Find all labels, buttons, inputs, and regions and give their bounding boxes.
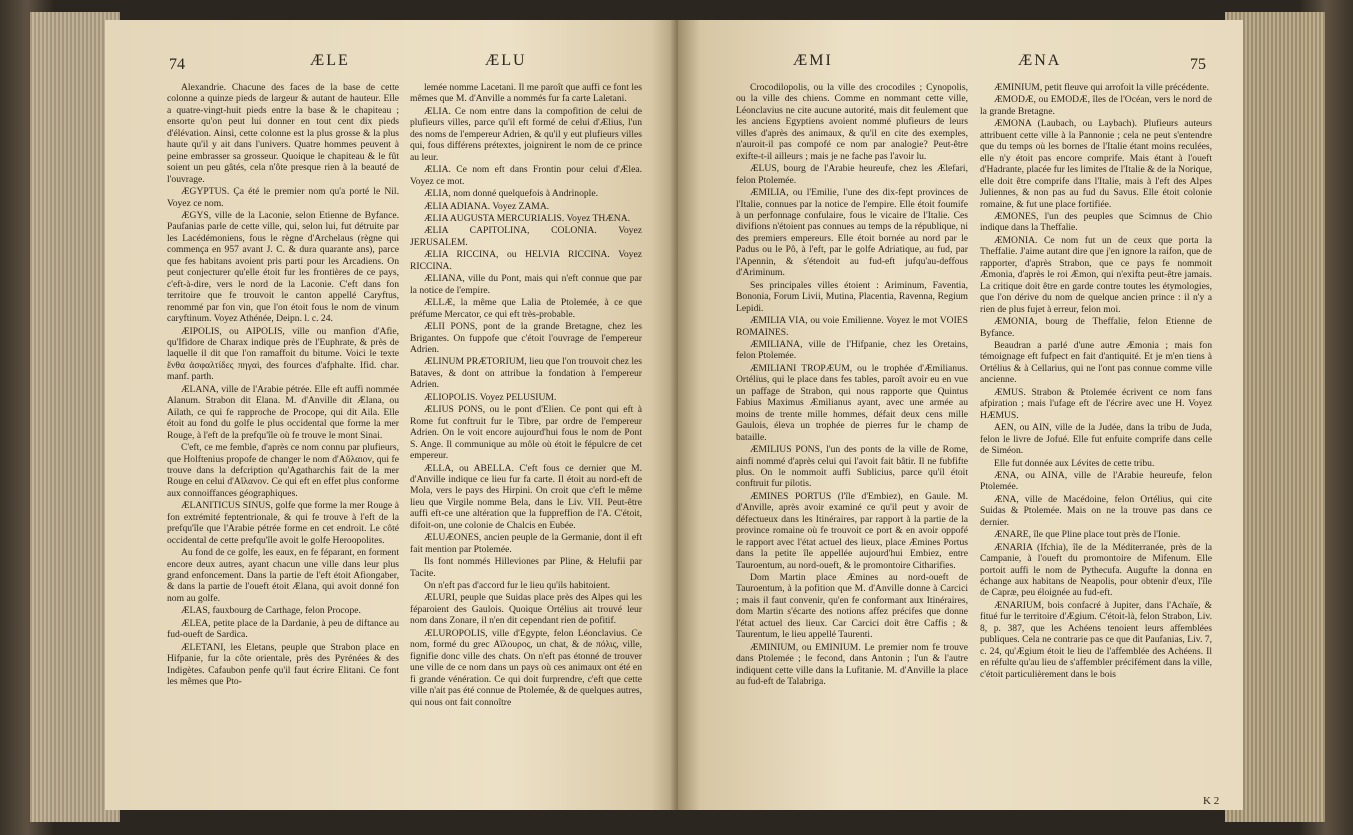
right-column-2 <box>980 82 1212 810</box>
paragraph: ÆLII PONS, pont de la grande Bretagne, chez les Brigantes. On fuppofe que c'étoit l'ouvrage de l'empereur Adrien. <box>410 321 642 355</box>
paragraph: ÆMILIA, ou l'Emilie, l'une des dix-fept provinces de l'Italie, connues par la notice de l'empire. Elle étoit foumife à un perfonnage confulaire, fous le vicaire de l'Italie. Ces divifions n'étoient pas connues au temps de la république, ni des premiers empereurs. Elle étoit bornée au nord par le Padus ou le Pô, à l'eft, par le golfe Adriatique, au fud, par l'Apennin, & s'étendoit au fud-eft jufqu'au-deffous d'Ariminum. <box>736 187 968 279</box>
paragraph: On n'eft pas d'accord fur le lieu qu'ils habitoient. <box>424 580 611 592</box>
paragraph: ÆLIA CAPITOLINA, COLONIA. Voyez JERUSALEM. <box>410 225 642 248</box>
paragraph: Beaudran a parlé d'une autre Æmonia ; mais fon témoignage eft fufpect en fait d'antiquité. Et je m'en tiens à Ortélius & à Cellarius, qui ne l'ont pas connue comme ville ancienne. <box>980 339 1212 386</box>
paragraph: ÆLUS, bourg de l'Arabie heureufe, chez les Ælefari, felon Ptolemée. <box>736 163 968 186</box>
paragraph: ÆMINES PORTUS (l'île d'Embiez), en Gaule. M. d'Anville, après avoir examiné ce qu'il peut y avoir de défectueux dans les Itinéraires, par rapport à la partie de la province romaine où fe trouvoit ce port & en avoir oppofé le rapport avec l'état actuel des lieux, place Æmines Portus dans la petite île appellée aujourd'hui Embiez, entre Tauroentum, au nord-oueft, & le promontoire Citharifies. <box>736 490 968 571</box>
paragraph: ÆLUÆONES, ancien peuple de la Germanie, dont il eft fait mention par Ptolemée. <box>410 532 642 555</box>
paragraph: Au fond de ce golfe, les eaux, en fe féparant, en forment encore deux autres, ayant chacun une ville dans leur plus grand enfoncement. Dans la partie de l'eft étoit Afiongaber, & dans la partie de l'oueft étoit Ælana, qui avoit donné fon nom au golfe. <box>167 547 399 604</box>
paragraph: ÆMINIUM, petit fleuve qui arrofoit la ville précédente. <box>994 82 1209 93</box>
signature-mark: K 2 <box>1203 795 1220 807</box>
right-page <box>678 20 1243 810</box>
paragraph: ÆLIOPOLIS. Voyez PELUSIUM. <box>424 391 557 403</box>
paragraph: ÆLINUM PRÆTORIUM, lieu que l'on trouvoit chez les Bataves, & dont on attribue la fondation à l'empereur Adrien. <box>410 356 642 391</box>
paragraph: ÆGYPTUS. Ça été le premier nom qu'a porté le Nil. Voyez ce nom. <box>167 186 399 209</box>
paragraph: Dom Martin place Æmines au nord-oueft de Tauroentum, à la pofition que M. d'Anville donne à Carcici ; mais il faut convenir, qu'en fe conformant aux Itinéraires, dom Martin s'écarte des notions affez précifes que donne l'état actuel des lieux. Car Carcici doit être Caffis ; & Taurentum, le lieu appellé Taurenti. <box>736 572 968 641</box>
right-page-number: 75 <box>1190 56 1206 73</box>
paragraph: ÆLANA, ville de l'Arabie pétrée. Elle eft auffi nommée Alanum. Strabon dit Elana. M. d'Anville dit Ælana, ou Ailath, ce qui fe rapproche de Procope, qui dit Aila. Elle étoit au fond du golfe le plus occidental que forme la mer Rouge, à l'eft de la prefqu'île où fe trouve le mont Sinai. <box>167 383 399 441</box>
paragraph: ÆLETANI, les Eletans, peuple que Strabon place en Hifpanie, fur la côte orientale, près des Pyrénées & des Indigètes. Cafaubon penfe qu'il faut écrire Elitani. Ce font les mêmes que Pto- <box>167 641 399 688</box>
paragraph: ÆNA, ou AINA, ville de l'Arabie heureufe, felon Ptolemée. <box>980 469 1212 493</box>
paragraph: ÆMONIA, bourg de Theffalie, felon Etienne de Byfance. <box>980 316 1212 339</box>
paragraph: ÆLIA RICCINA, ou HELVIA RICCINA. Voyez RICCINA. <box>410 249 642 272</box>
paragraph: ÆMILIA VIA, ou voie Emilienne. Voyez le mot VOIES ROMAINES. <box>736 315 968 338</box>
paragraph: Ils font nommés Hilleviones par Pline, & Helufii par Tacite. <box>410 556 642 579</box>
paragraph: ÆLUROPOLIS, ville d'Egypte, felon Léonclavius. Ce nom, formé du grec Αἴλουρος, un chat, & de πόλις, ville, fignifie donc ville des chats. On n'eft pas étonné de trouver une ville de ce nom dans un pays où ces animaux ont été en fi grande vénération. Ce qui doit furprendre, c'eft que cette ville n'ait pas été connue de Ptolemée, & de quelques autres, qui nous ont fait connoître <box>410 627 642 708</box>
right-header-left: ÆMI <box>793 52 833 69</box>
paragraph: ÆMILIUS PONS, l'un des ponts de la ville de Rome, ainfi nommé d'après celui qui l'avoit fait bâtir. Il ne fubfifte plus. On le nommoit auffi Sublicius, parce qu'il étoit conftruit fur pilotis. <box>736 444 968 490</box>
paragraph: Ses principales villes étoient : Ariminum, Faventia, Bononia, Forum Livii, Mutina, Placentia, Ravenna, Regium Lepidi. <box>736 279 968 314</box>
paragraph: ÆLURI, peuple que Suidas place près des Alpes qui les féparoient des Gaulois. Quoique Ortélius ait trouvé leur nom dans Zonare, il n'en dit cependant rien de pofitif. <box>410 592 642 627</box>
paragraph: ÆGYS, ville de la Laconie, selon Etienne de Byfance. Paufanias parle de cette ville, qui, selon lui, fut détruite par les Lacédémoniens, fous le règne d'Archelaus (règne qui commença en 957 avant J. C. & dura quarante ans), parce que fes habitans avoient pris parti pour les Arcadiens. On peut conjecturer qu'elle étoit fur les frontières de ce pays, c'eft-à-dire, vers le nord de la Laconie. C'eft dans fon territoire que fe trouvoit le canton appellé Caryftus, renommé par fon vin, que l'on étoit fous le nom de vinum caryftinum. Voyez Athénée, Deipn. l. c. 24. <box>167 209 399 325</box>
left-page <box>105 20 680 810</box>
paragraph: ÆNA, ville de Macédoine, felon Ortélius, qui cite Suidas & Ptolemée. Mais on ne la trouve pas dans ce dernier. <box>980 493 1212 528</box>
paragraph: ÆLIA. Ce nom entre dans la compofition de celui de plufieurs villes, parce qu'il eft formé de celui d'Ælius, l'un des noms de l'empereur Adrien, & qu'il y eut plufieurs villes qui, fous différens prétextes, joignirent le nom de ce prince au leur. <box>410 105 642 163</box>
right-column-1 <box>736 82 968 810</box>
paragraph: ÆMONES, l'un des peuples que Scimnus de Chio indique dans la Theffalie. <box>980 210 1212 234</box>
paragraph: ÆMONA (Laubach, ou Laybach). Plufieurs auteurs attribuent cette ville à la Pannonie ; cela ne peut s'entendre que du temps où les bornes de l'Italie étant moins reculées, elle n'y étoit pas encore comprife. Mais étant à l'oueft d'Hadrante, placée fur les limites de l'Italie & de la Norique, elle doit être comprife dans l'Italie, mais à l'eft des Alpes Juliennes, & non pas au fud du Savus. Elle étoit colonie romaine, & fut une place fortifiée. <box>980 118 1212 210</box>
paragraph: ÆMILIANA, ville de l'Hifpanie, chez les Oretains, felon Ptolemée. <box>736 338 968 362</box>
paragraph: lemée nomme Lacetani. Il me paroît que auffi ce font les mêmes que M. d'Anville a nommés fur fa carte Laletani. <box>410 82 642 105</box>
left-page-number: 74 <box>169 56 185 73</box>
left-header-right: ÆLU <box>485 52 527 69</box>
paragraph: Crocodilopolis, ou la ville des crocodiles ; Cynopolis, ou la ville des chiens. Comme en nommant cette ville, Léonclavius ne cite aucune autorité, mais dit feulement que les anciens Egyptiens avoient nommé plufieurs de leurs villes d'après des animaux, & qu'il en cite des exemples, n'auroit-il pas compofé ce nom par analogie? Peut-être exifte-t-il ailleurs ; mais je ne fache pas l'avoir lu. <box>736 82 968 162</box>
paragraph: AEN, ou AIN, ville de la Judée, dans la tribu de Juda, felon le livre de Jofué. Elle fut enfuite comprife dans celle de Siméon. <box>980 422 1212 457</box>
paragraph: ÆLIA AUGUSTA MERCURIALIS. Voyez THÆNA. <box>424 212 631 224</box>
paragraph: ÆLEA, petite place de la Dardanie, à peu de diftance au fud-oueft de Sardica. <box>167 617 399 641</box>
paragraph: ÆMUS. Strabon & Ptolemée écrivent ce nom fans afpiration ; mais l'ufage eft de l'écrire avec une H. Voyez HÆMUS. <box>980 386 1212 421</box>
left-column-2 <box>410 82 642 810</box>
paragraph: ÆMINIUM, ou EMINIUM. Le premier nom fe trouve dans Ptolemée ; le fecond, dans Antonin ; l'un & l'autre indiquent cette ville dans la Lufitanie. M. d'Anville la place au fud-eft de Talabriga. <box>736 641 968 688</box>
paragraph: ÆNARE, île que Pline place tout près de l'Ionie. <box>994 529 1181 541</box>
left-header-left: ÆLE <box>310 52 350 69</box>
paragraph: ÆLIA, nom donné quelquefois à Andrinople. <box>424 188 598 200</box>
paragraph: ÆLIUS PONS, ou le pont d'Elien. Ce pont qui eft à Rome fut conftruit fur le Tibre, par ordre de l'empereur Adrien. On le voit encore aujourd'hui fous le nom de Pont S. Ange. Il communique au môle où étoit le fépulcre de cet empereur. <box>410 404 642 462</box>
paragraph: ÆIPOLIS, ou AIPOLIS, ville ou manfion d'Afie, qu'Ifidore de Charax indique près de l'Euphrate, & près de laquelle il dit que l'on ramaffoit du bitume. Voici le texte ἔνθα ἀσφαλτίδες πηγαὶ, des fources d'afphalte. Ifid. char. manf. parth. <box>167 325 399 383</box>
paragraph: ÆLIANA, ville du Pont, mais qui n'eft connue que par la notice de l'empire. <box>410 273 642 296</box>
paragraph: ÆLIA. Ce nom eft dans Frontin pour celui d'Ælea. Voyez ce mot. <box>410 164 642 187</box>
paragraph: ÆNARIUM, bois confacré à Jupiter, dans l'Achaïe, & fitué fur le territoire d'Ægium. C'étoit-là, felon Strabon, Liv. 8, p. 387, que les Achéens tenoient leurs affemblées publiques. Cela ne contrarie pas ce que dit Paufanias, Liv. 7, c. 24, qu'Ægium étoit le lieu de l'affemblée des Achéens. Il en réfulte qu'au lieu de s'affembler précifément dans la ville, c'étoit particulièrement dans le bois <box>980 599 1212 680</box>
paragraph: Elle fut donnée aux Lévites de cette tribu. <box>994 457 1155 469</box>
paragraph: ÆLLÆ, la même que Lalia de Ptolemée, à ce que préfume Mercator, ce qui eft très-probable. <box>410 297 642 320</box>
paragraph: ÆMILIANI TROPÆUM, ou le trophée d'Æmilianus. Ortélius, qui le place dans fes tables, paroît avoir eu en vue un paffage de Strabon, qui nous rapporte que Quintus Fabius Maximus Æmilianus ayant, avec une armée au moins de trente mille hommes, défait deux cens mille Gaulois, éleva un trophée de pierres fur le champ de bataille. <box>736 362 968 443</box>
paragraph: ÆLIA ADIANA. Voyez ZAMA. <box>424 200 550 212</box>
paragraph: C'eft, ce me femble, d'après ce nom connu par plufieurs, que Holftenius propofe de changer le nom d'Αὔλαιον, qui fe trouve dans la defcription qu'Agatharchis fait de la mer Rouge en celui d'Αἴλανον. Ce qui eft en effet plus conforme aux connoiffances géographiques. <box>167 442 399 499</box>
paragraph: ÆLAS, fauxbourg de Carthage, felon Procope. <box>181 605 361 617</box>
paragraph: ÆLLA, ou ABELLA. C'eft fous ce dernier que M. d'Anville indique ce lieu fur fa carte. Il étoit au nord-eft de Mola, vers le pays des Hirpini. On croit que c'eft le même lieu que Virgile nomme Bela, dans le Liv. VII. Peut-être auffi eft-ce une altération que la fuppreffion de l'A. C'étoit, difoit-on, une colonie de Chalcis en Eubée. <box>410 462 642 531</box>
paragraph: ÆMONIA. Ce nom fut un de ceux que porta la Theffalie. J'aime autant dire que j'en ignore la raifon, que de rapporter, d'après Strabon, que ce pays fe nommoit Æmonia, d'après le roi Æmon, qui n'exifta peut-être jamais. La critique doit être en garde contre toutes les étymologies, que l'on dérive du nom de quelque ancien prince : il n'y a rien de plus fujet à erreur, felon moi. <box>980 234 1212 315</box>
paragraph: ÆLANITICUS SINUS, golfe que forme la mer Rouge à fon extrémité feptentrionale, & qui fe trouve à l'eft de la prefqu'île que l'Arabie pétrée forme en cet endroit. Le côté occidental de cette prefqu'île avoit le golfe Heroopolites. <box>167 500 399 546</box>
right-header-right: ÆNA <box>1018 52 1062 69</box>
paragraph: Alexandrie. Chacune des faces de la base de cette colonne a quinze pieds de largeur & autant de hauteur. Elle a quatre-vingt-huit pieds entre la base & le chapiteau ; ensorte qu'on peut lui donner en tout cent dix pieds d'élévation. Ainsi, cette colonne est la plus grosse & la plus haute qu'il y ait dans l'univers. Quatre hommes peuvent à peine embrasser sa grosseur. Quoique le chapiteau & le fût soient un peu gâtés, cela n'ôte presque rien à la beauté de l'ouvrage. <box>167 82 399 185</box>
left-column-1 <box>167 82 399 810</box>
paragraph: ÆNARIA (Ifchia), île de la Méditerranée, près de la Campanie, à l'oueft du promontoire de Mifenum. Elle portoit auffi le nom de Pythecufa. Augufte la donna en échange aux habitans de Neapolis, pour obtenir d'eux, l'île de Capræ, peu éloignée au fud-eft. <box>980 541 1212 599</box>
paragraph: ÆMODÆ, ou EMODÆ, îles de l'Océan, vers le nord de la grande Bretagne. <box>980 94 1212 117</box>
